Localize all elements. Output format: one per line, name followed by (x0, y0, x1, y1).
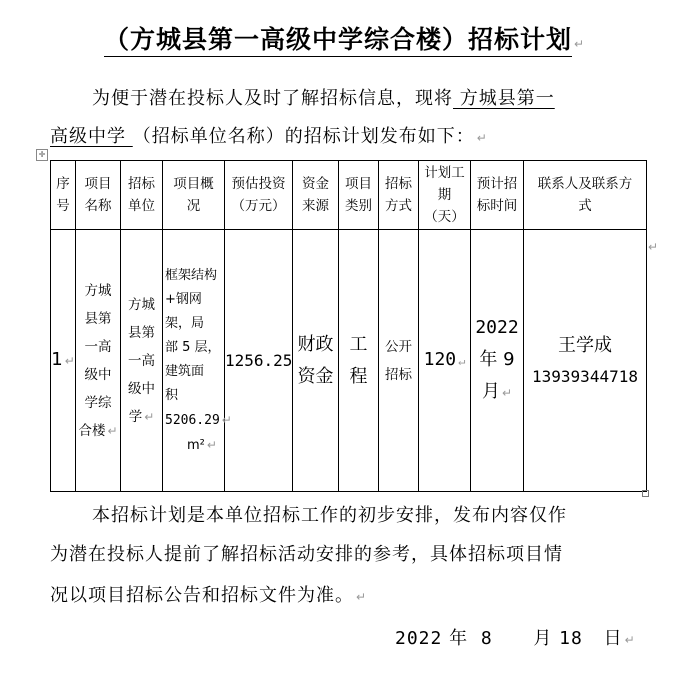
table-row (51, 230, 647, 492)
header-index: 序 号 (51, 161, 76, 230)
cell-method: 公开 招标 (379, 230, 419, 492)
cell-tender-time: 2022 年 9 月 ↵ (471, 230, 524, 492)
cell-overview: 框架结构 +钢网 架，局 部 5 层， 建筑面 积 5206.29 ↵ m² ↵ (163, 230, 225, 492)
cell-index: 1 ↵ (51, 230, 76, 492)
cell-contact: 王学成 13939344718 (524, 230, 647, 492)
intro-line-2: 高级中学 （招标单位名称）的招标计划发布如下： ↵ (50, 126, 488, 147)
header-category: 项目 类别 (339, 161, 379, 230)
footer-line-3: 况以项目招标公告和招标文件为准。 ↵ (50, 585, 368, 606)
document-title: （方城县第一高级中学综合楼）招标计划 ↵ (0, 20, 689, 56)
unit-name-part-1: 方城县第一 (453, 88, 555, 109)
header-method: 招标 方式 (379, 161, 419, 230)
header-tender-time: 预计招 标时间 (471, 161, 524, 230)
tender-plan-table (50, 160, 647, 492)
unit-name-part-2: 高级中学 (50, 126, 133, 147)
cell-tender-unit: 方城 县第 一高 级中 学 ↵ (121, 230, 163, 492)
footer-line-2: 为潜在投标人提前了解招标活动安排的参考，具体招标项目情 (50, 544, 563, 565)
header-contact: 联系人及联系方 式 (524, 161, 647, 230)
cell-category: 工 程 (339, 230, 379, 492)
signature-date: 2022 年 8 月 18 日 ↵ (395, 628, 636, 649)
header-project-name: 项目 名称 (76, 161, 121, 230)
cell-fund-source: 财政 资金 (293, 230, 339, 492)
header-tender-unit: 招标 单位 (121, 161, 163, 230)
cell-investment: 1256.25 (225, 230, 293, 492)
row-end-mark-icon: ↵ (648, 240, 659, 254)
cell-duration: 120 ↵ (419, 230, 471, 492)
table-resize-handle[interactable] (642, 490, 649, 497)
header-fund-source: 资金 来源 (293, 161, 339, 230)
paragraph-mark-icon: ↵ (573, 37, 586, 51)
footer-line-1: 本招标计划是本单位招标工作的初步安排，发布内容仅作 (92, 505, 567, 526)
paragraph-mark-icon: ↵ (476, 131, 488, 145)
cell-project-name: 方城 县第 一高 级中 学综 合楼 ↵ (76, 230, 121, 492)
table-move-handle-icon[interactable]: ✛ (36, 149, 48, 161)
intro-line-1: 为便于潜在投标人及时了解招标信息，现将 方城县第一 (92, 88, 555, 109)
header-duration: 计划工 期 （天） (419, 161, 471, 230)
header-overview: 项目概 况 (163, 161, 225, 230)
table-header-row (51, 161, 647, 230)
header-investment: 预估投资 （万元） (225, 161, 293, 230)
